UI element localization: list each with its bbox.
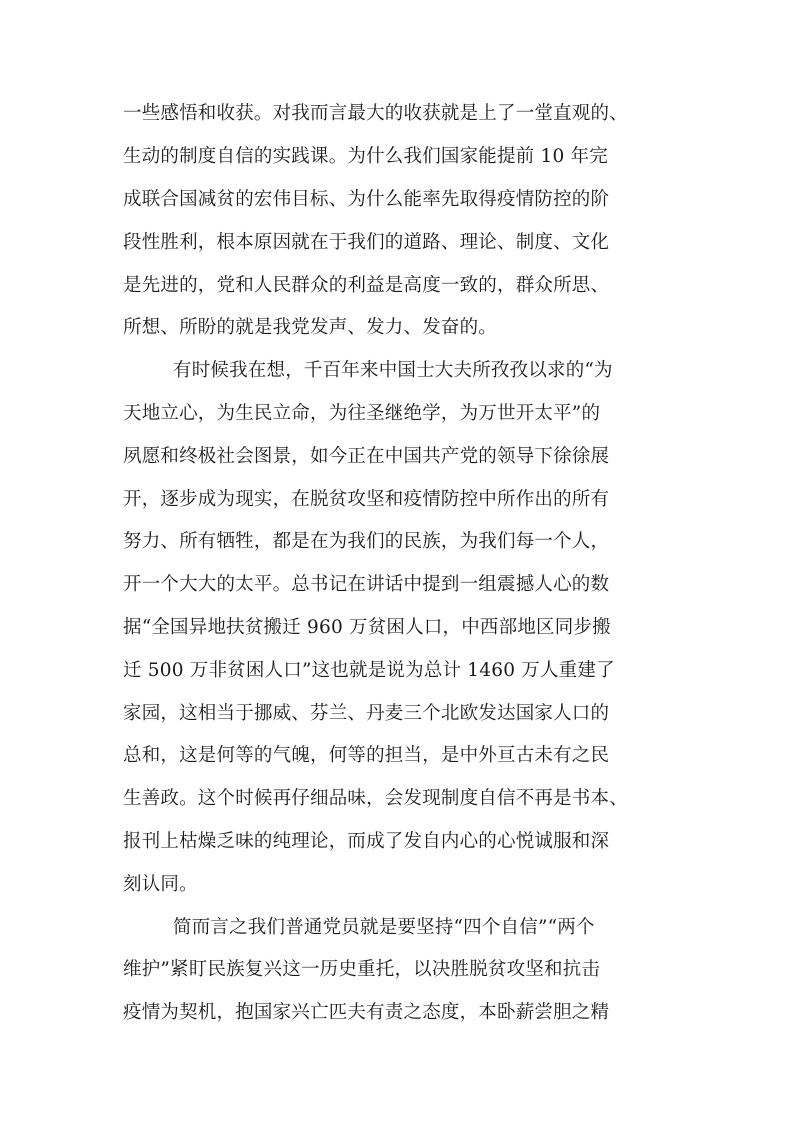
text-line: 据“全国异地扶贫搬迁 960 万贫困人口，中西部地区同步搬: [123, 617, 611, 638]
text-line: 报刊上枯燥乏味的纯理论，而成了发自内心的心悦诚服和深: [123, 831, 610, 852]
text-line: 成联合国减贫的宏伟目标、为什么能率先取得疫情防控的阶: [123, 189, 610, 210]
text-line: 迁 500 万非贫困人口”这也就是说为总计 1460 万人重建了: [123, 660, 615, 681]
text-line: 刻认同。: [123, 874, 198, 895]
text-line: 是先进的，党和人民群众的利益是高度一致的，群众所思、: [123, 275, 610, 296]
text-line: 维护”紧盯民族复兴这一历史重托，以决胜脱贫攻坚和抗击: [123, 959, 601, 980]
text-line: 所想、所盼的就是我党发声、发力、发奋的。: [123, 317, 498, 338]
text-line: 段性胜利，根本原因就在于我们的道路、理论、制度、文化: [123, 232, 610, 253]
paragraph-first-line: 有时候我在想，千百年来中国士大夫所孜孜以求的“为: [173, 360, 613, 381]
text-line: 生动的制度自信的实践课。为什么我们国家能提前 10 年完: [123, 146, 608, 167]
text-line: 天地立心，为生民立命，为往圣继绝学，为万世开太平”的: [123, 403, 601, 424]
text-line: 努力、所有牺牲，都是在为我们的民族，为我们每一个人，: [123, 531, 610, 552]
text-line: 家园，这相当于挪威、芬兰、丹麦三个北欧发达国家人口的: [123, 703, 610, 724]
text-line: 开一个大大的太平。总书记在讲话中提到一组震撼人心的数: [123, 574, 610, 595]
text-line: 生善政。这个时候再仔细品味，会发现制度自信不再是书本、: [123, 788, 628, 809]
text-line: 开，逐步成为现实，在脱贫攻坚和疫情防控中所作出的所有: [123, 489, 610, 510]
text-line: 一些感悟和收获。对我而言最大的收获就是上了一堂直观的、: [123, 103, 628, 124]
text-line: 夙愿和终极社会图景，如今正在中国共产党的领导下徐徐展: [123, 446, 610, 467]
text-line: 疫情为契机，抱国家兴亡匹夫有责之态度，本卧薪尝胆之精: [123, 1002, 610, 1023]
text-line: 总和，这是何等的气魄，何等的担当，是中外亘古未有之民: [123, 745, 610, 766]
paragraph-first-line: 简而言之我们普通党员就是要坚持“四个自信”“两个: [173, 917, 595, 938]
